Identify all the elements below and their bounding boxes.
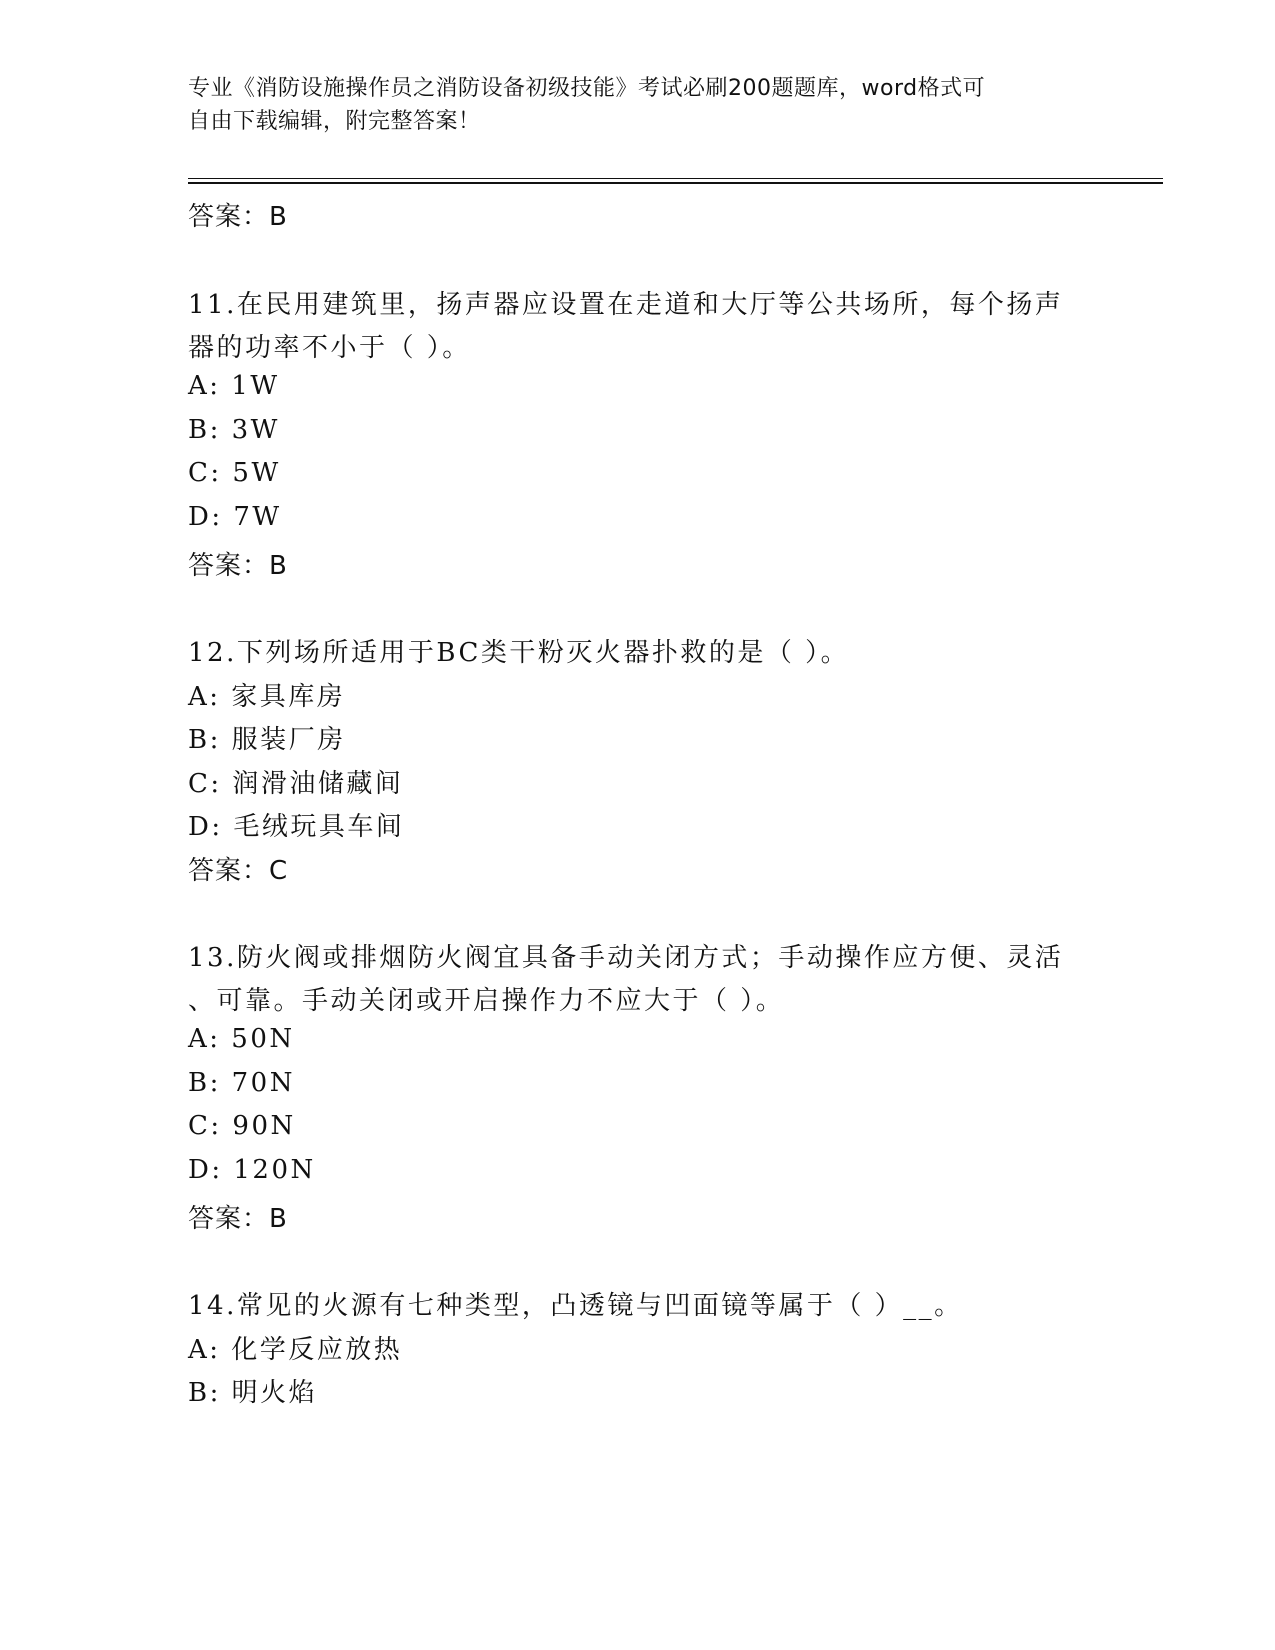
question-13-line-1: 13.防火阀或排烟防火阀宜具备手动关闭方式；手动操作应方便、灵活	[188, 943, 1064, 973]
header-divider-thick	[188, 182, 1163, 184]
header-line-1: 专业《消防设施操作员之消防设备初级技能》考试必刷200题题库，word格式可	[188, 76, 986, 101]
question-13-option-b: B: 70N	[188, 1068, 295, 1098]
question-11-option-d: D: 7W	[188, 502, 282, 532]
answer-q10: 答案：B	[188, 202, 288, 232]
question-11-option-c: C: 5W	[188, 458, 281, 488]
question-11-option-a: A: 1W	[188, 371, 280, 401]
question-11-line-1: 11.在民用建筑里，扬声器应设置在走道和大厅等公共场所，每个扬声	[188, 290, 1064, 320]
question-12-option-c: C: 润滑油储藏间	[188, 769, 404, 799]
question-13-option-a: A: 50N	[188, 1024, 295, 1054]
question-12-option-a: A: 家具库房	[188, 682, 346, 712]
question-13-line-2: 、可靠。手动关闭或开启操作力不应大于（ ）。	[188, 986, 785, 1016]
header-line-2: 自由下载编辑，附完整答案！	[188, 109, 481, 134]
question-11-option-b: B: 3W	[188, 415, 280, 445]
question-14-option-a: A: 化学反应放热	[188, 1335, 403, 1365]
question-12-line-1: 12.下列场所适用于BC类干粉灭火器扑救的是（ ）。	[188, 638, 850, 668]
document-header	[188, 72, 1068, 138]
question-11-line-2: 器的功率不小于（ ）。	[188, 333, 471, 363]
header-divider-thin	[188, 178, 1163, 179]
question-13-option-d: D: 120N	[188, 1155, 316, 1185]
question-14-line-1: 14.常见的火源有七种类型，凸透镜与凹面镜等属于（ ）__。	[188, 1291, 963, 1321]
answer-q13: 答案：B	[188, 1204, 288, 1234]
question-14-option-b: B: 明火焰	[188, 1378, 318, 1408]
answer-q11: 答案：B	[188, 551, 288, 581]
question-12-option-d: D: 毛绒玩具车间	[188, 812, 405, 842]
question-13-option-c: C: 90N	[188, 1111, 296, 1141]
answer-q12: 答案：C	[188, 856, 289, 886]
question-12-option-b: B: 服装厂房	[188, 725, 346, 755]
